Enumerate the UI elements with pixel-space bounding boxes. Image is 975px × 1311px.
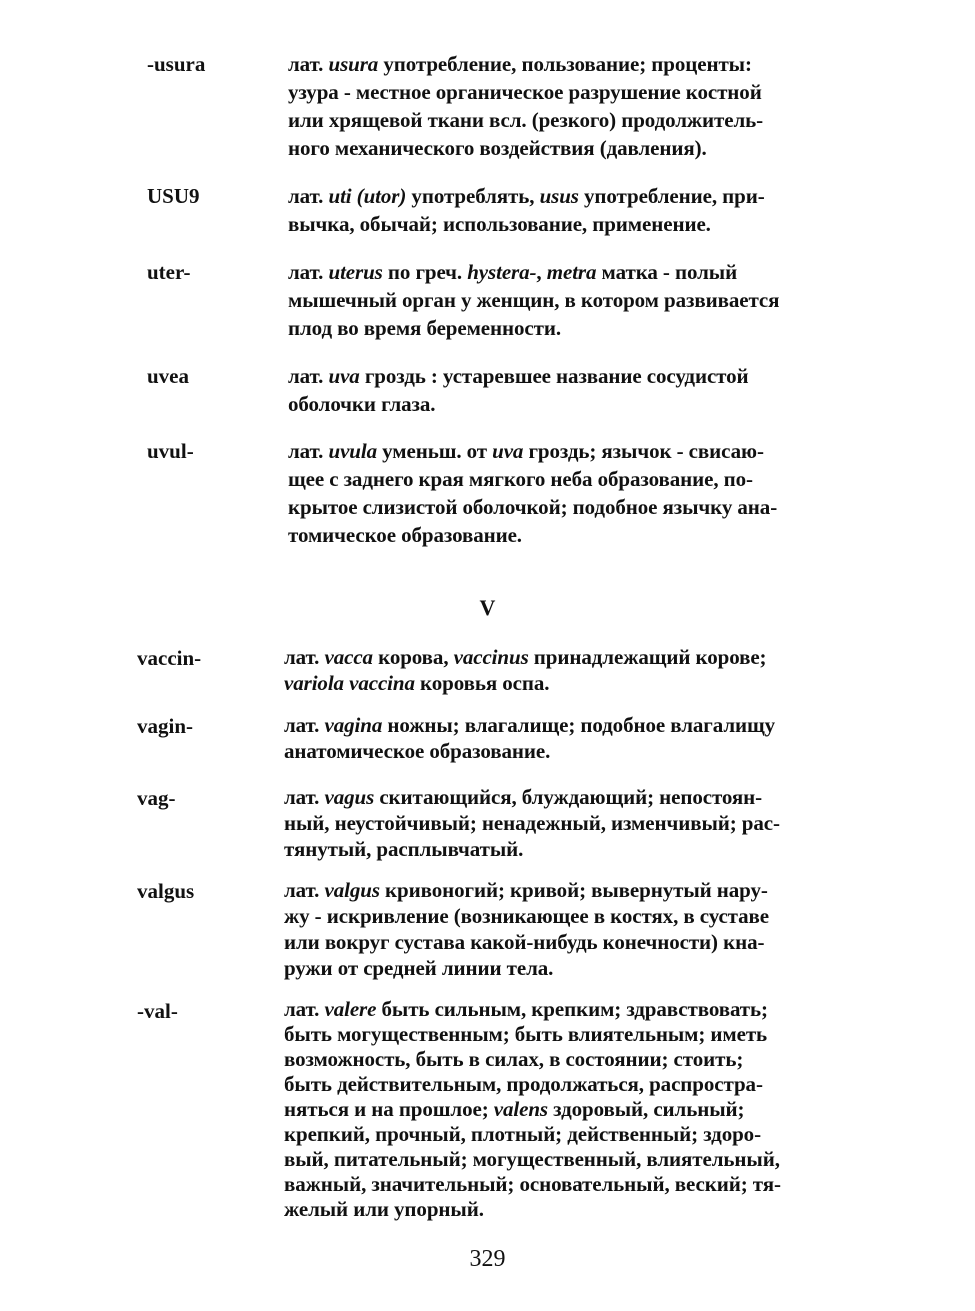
entry-term: vagin- <box>137 714 194 738</box>
latin-word: uvula <box>328 439 377 463</box>
definition-line <box>284 1022 839 1047</box>
definition-text: щее с заднего края мягкого неба образование, по- <box>288 467 753 491</box>
definition-text: желый или упорный. <box>284 1197 484 1221</box>
definition-text: или хрящевой ткани всл. (резкого) продолжитель- <box>288 108 764 132</box>
definition-text: употребление, при- <box>578 184 765 208</box>
latin-word: uva <box>328 364 360 388</box>
entry-term: vaccin- <box>137 646 202 670</box>
definition-text: возможность, быть в силах, в состоянии; стоить; <box>284 1047 744 1071</box>
entry-definition <box>284 877 839 981</box>
definition-line <box>288 362 843 390</box>
entry-term: valgus <box>137 879 195 903</box>
definition-text: употребление, пользование; проценты: <box>378 52 752 76</box>
definition-text: тянутый, расплывчатый. <box>284 837 524 861</box>
definition-text: оболочки глаза. <box>288 392 436 416</box>
definition-line <box>284 712 839 738</box>
definition-text: быть сильным, крепким; здравствовать; <box>376 997 768 1021</box>
definition-text: лат. <box>288 52 329 76</box>
definition-text: плод во время беременности. <box>288 316 562 340</box>
definition-text: ножны; влагалище; подобное влагалищу <box>382 713 776 737</box>
definition-text: узура - местное органическое разрушение костной <box>288 80 762 104</box>
entry-definition <box>288 182 843 238</box>
definition-text: лат. <box>284 878 325 902</box>
definition-text: быть могущественным; быть влиятельным; иметь <box>284 1022 768 1046</box>
definition-line <box>284 1122 839 1147</box>
definition-line <box>288 465 843 493</box>
definition-line <box>288 286 843 314</box>
definition-text: скитающийся, блуждающий; непостоян- <box>374 785 763 809</box>
definition-line <box>284 877 839 903</box>
definition-line <box>284 784 839 810</box>
latin-word: usura <box>328 52 379 76</box>
definition-line <box>284 836 839 862</box>
definition-line <box>288 78 843 106</box>
definition-text: лат. <box>284 997 325 1021</box>
definition-line <box>288 106 843 134</box>
definition-text: крепкий, прочный, плотный; действенный; здоро- <box>284 1122 761 1146</box>
latin-word: vaccinus <box>453 645 529 669</box>
definition-text: лат. <box>288 439 329 463</box>
definition-line <box>284 955 839 981</box>
latin-word: uterus <box>328 260 383 284</box>
definition-text: , <box>536 260 547 284</box>
definition-line <box>288 493 843 521</box>
definition-line <box>288 134 843 162</box>
definition-line <box>284 644 839 670</box>
definition-line <box>284 1097 839 1122</box>
definition-line <box>288 50 843 78</box>
definition-text: коровья оспа. <box>414 671 550 695</box>
definition-text: мышечный орган у женщин, в котором развивается <box>288 288 780 312</box>
entry-definition <box>288 50 843 162</box>
definition-line <box>284 903 839 929</box>
entry-definition <box>288 258 843 342</box>
definition-text: крытое слизистой оболочкой; подобное язычку ана- <box>288 495 778 519</box>
definition-text: томическое образование. <box>288 523 522 547</box>
latin-word: vagina <box>324 713 383 737</box>
definition-text: ный, неустойчивый; ненадежный, изменчивый; рас- <box>284 811 780 835</box>
definition-line <box>288 210 843 238</box>
latin-word: valgus <box>324 878 380 902</box>
section-letter: V <box>479 595 496 620</box>
latin-word: metra <box>546 260 597 284</box>
latin-word: usus <box>539 184 579 208</box>
definition-text: употреблять, <box>406 184 540 208</box>
definition-line <box>284 997 839 1022</box>
definition-text: няться и на прошлое; <box>284 1097 494 1121</box>
entry-term: -usura <box>147 52 206 76</box>
definition-text: лат. <box>288 364 329 388</box>
entry-term: -val- <box>137 999 178 1023</box>
definition-line <box>288 182 843 210</box>
latin-word: uva <box>492 439 524 463</box>
definition-text: по греч. <box>382 260 468 284</box>
definition-text: лат. <box>288 260 329 284</box>
definition-text: или вокруг сустава какой-нибудь конечности) кна- <box>284 930 765 954</box>
definition-line <box>288 258 843 286</box>
definition-text: матка - полый <box>596 260 738 284</box>
latin-word: valens <box>493 1097 549 1121</box>
latin-word: vagus <box>324 785 375 809</box>
definition-text: лат. <box>284 645 325 669</box>
entry-term: USU9 <box>147 184 200 208</box>
definition-text: лат. <box>284 785 325 809</box>
definition-text: важный, значительный; основательный, веский; тя- <box>284 1172 781 1196</box>
definition-line <box>288 314 843 342</box>
definition-text: гроздь; язычок - свисаю- <box>523 439 764 463</box>
definition-text: лат. <box>284 713 325 737</box>
definition-text: ного механического воздействия (давления). <box>288 136 707 160</box>
entry-term: uvea <box>147 364 189 388</box>
entry-term: vag- <box>137 786 176 810</box>
latin-word: vacca <box>324 645 373 669</box>
entry-term: uter- <box>147 260 191 284</box>
latin-word: valere <box>324 997 377 1021</box>
entry-definition <box>284 644 839 696</box>
definition-text: гроздь : устаревшее название сосудистой <box>359 364 749 388</box>
definition-text: принадлежащий корове; <box>528 645 767 669</box>
definition-line <box>284 738 839 764</box>
definition-line <box>284 1047 839 1072</box>
definition-text: лат. <box>288 184 329 208</box>
definition-text: вычка, обычай; использование, применение. <box>288 212 711 236</box>
entry-definition <box>284 997 839 1222</box>
definition-text: уменьш. от <box>377 439 493 463</box>
entry-definition <box>284 784 839 862</box>
definition-text: кривоногий; кривой; вывернутый нару- <box>379 878 768 902</box>
definition-line <box>288 437 843 465</box>
latin-word: variola vaccina <box>284 671 415 695</box>
latin-word: hystera- <box>467 260 537 284</box>
definition-line <box>284 1147 839 1172</box>
definition-line <box>284 1197 839 1222</box>
definition-text: жу - искривление (возникающее в костях, в суставе <box>284 904 770 928</box>
definition-line <box>284 929 839 955</box>
entry-definition <box>288 362 843 418</box>
definition-line <box>284 810 839 836</box>
definition-line <box>284 1172 839 1197</box>
definition-text: корова, <box>372 645 454 669</box>
entry-definition <box>284 712 839 764</box>
definition-text: быть действительным, продолжаться, распростра- <box>284 1072 763 1096</box>
definition-line <box>288 390 843 418</box>
definition-line <box>284 670 839 696</box>
definition-text: ружи от средней линии тела. <box>284 956 554 980</box>
definition-text: анатомическое образование. <box>284 739 551 763</box>
page-number: 329 <box>469 1246 506 1272</box>
entry-definition <box>288 437 843 549</box>
definition-line <box>284 1072 839 1097</box>
entry-term: uvul- <box>147 439 194 463</box>
definition-text: вый, питательный; могущественный, влиятельный, <box>284 1147 780 1171</box>
definition-text: здоровый, сильный; <box>548 1097 745 1121</box>
definition-line <box>288 521 843 549</box>
latin-word: uti (utor) <box>328 184 407 208</box>
